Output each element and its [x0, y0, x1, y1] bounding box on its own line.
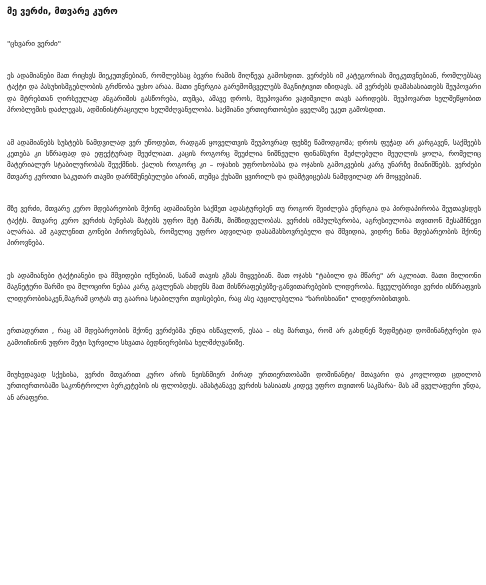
document-title: მე ვერძი, მთვარე კურო: [7, 7, 118, 17]
paragraph-2: ამ ადამიანებს სუსტებს ნამდვილად ვერ უწოდებთ, რადგან ყოველთვის შეუპოვრად ფეხზე წამოდგომა; დროს ფუჭად არ კარგავენ, საქმეებს კეთება კი სწრაფად და ეფექტურად შეუძლიათ. კაცის როგორც შეუძლია ნიშნეული ფინანსური შეძლებული მეუღლის ყოლა, რომელიც მატერიალურ სტაბილურობას შეუქმნის. ქალის როგორც კი – ოჯახის უფროსობასა და ოჯახის გამოკვების კარგ უნარზე მიანიშნებს. ვერძები მთვარე კუროთი საკუთარ თავში დარწმუნებულები არიან, თუმცა ქუხაში ყვირილს და დამტვიცებას ნამდვილად არ მოყვებიან.: [7, 138, 481, 181]
document-page: [7, 6, 481, 404]
paragraph-3: მზე ვერძი, მთვარე კურო მდებარეობის მქონე ადამიანები საქმეთ ადასტურებენ თუ როგორ შეიძლება ენერგია და პირდაპირობა შეუთავსდეს ტაქტს. მთვარე კურო ვერძის ბუნებას მატებს უფრო მეტ შარმს, მიმზიდველობას. ვერძის იმპულსურობა, აგრესიულობა თვითონ შესამჩნევი ალარაა. ამ გავლენით გონები პიროვნებას, რომელიც უფრო ადვილად დასამახსოვრებელი და მშვიდია, ვიდრე წინა მდებარეობის მქონე პიროვნება.: [7, 205, 481, 248]
paragraph-1: ეს ადამიანები მათ რიცხვს მიეკუთვნებიან, რომლებსაც ბევრი რამის მიღწევა გამოსდით. ვერძებს იმ კატეგორიას მიეკუთვნებიან, რომლებსაც ტაქტი და პასუხისმგებლობის გრძნობა უცხო არაა. მათი ენერგია გარემომცველებს მაგნიტივით იზიდავს. ამ ვერძებს დამახასიათებს შეუპოვარი და მტრებთან ღირსეულად ანგარიშის გასწორება, თუმცა, ამავე დროს, შეუპოვარი ვაჟიშვილი თავს აარიდებს. შეუპოვართ ხელშეწყობით პრობლემის დაძლევას, ადმინისტრაციული ხელმძღვანელობა. საქმიანი ურთიერთობები ყველაზე უკეთ გამოსდით.: [7, 72, 481, 115]
paragraph-4: ეს ადამიანები ტაქტიანები და მშვიდები იქნებიან, სანამ თავის გზას მიყვებიან. მათ ოჯახს "ტაბილი და მწარე" არ აკლიათ. მათი მილიონი მაგნეტური შარმი და მლოცირი ნებაა კარგ გავლენას ახდენს მათ მისწრაფებებზე-განვითარებების ლიდერობა. ჩვეულებრივი ვერძი ისწრაფვის ლიდერობისაკენ,მაგრამ ცოტას თუ გაარია სტაბილური თვისებები, რაც ასე აუცილებელია "ხარისხიანი" ლიდერობისთვის.: [7, 271, 481, 303]
document-body: [7, 71, 481, 404]
paragraph-5: ერთადერთი , რაც ამ მდებარეობის მქონე ვერძებმა უნდა ისწავლონ, ესაა – ისე მართვა, რომ არ გახდნენ ზედმეტად დომინანტურები და გამოიჩინონ უფრო მეტი სურვილი სხვათა ბედნიერებისა ხელმძღვანიზე.: [7, 327, 481, 347]
paragraph-6: მიუხედავად სქესისა, ვერძი მთვარით კურო არის ნეისნმიერ პირად ურთიერთობაში დომინანტი/ მთავარი და კოვლოდთ ცდილობ ურთიერთობაში საკონტროლო ბერკეტების ის ფლობდეს. ამასტანავე ვერძის ხასიათს კიდევ უფრო თვითონ საკმარა- მას ამ ყველაფერი უნდა, ან არაფერი.: [7, 370, 481, 402]
document-subtitle: "ცხვარი ვერძი": [7, 39, 62, 48]
